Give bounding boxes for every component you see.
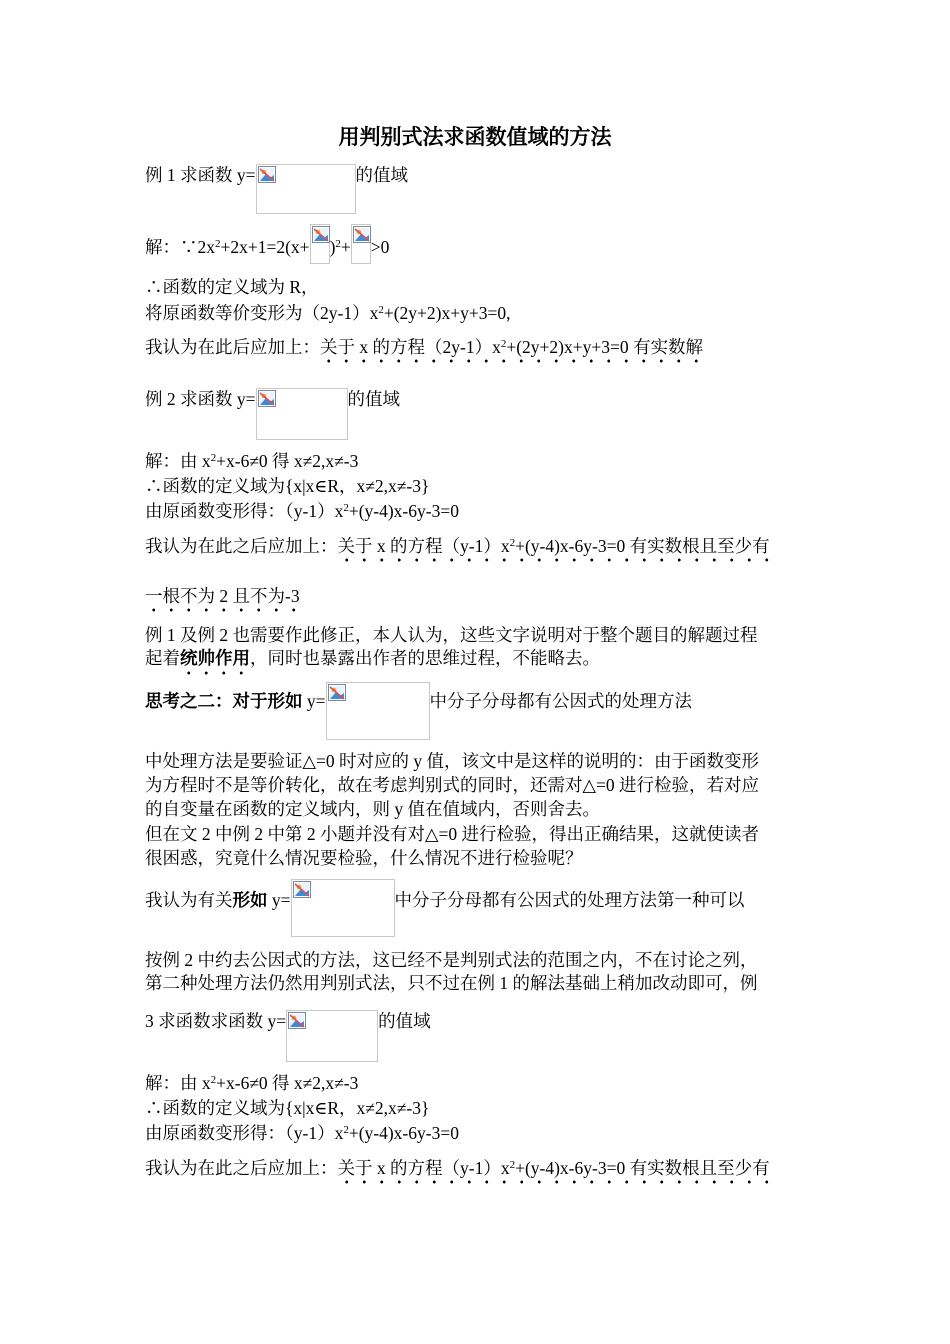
emphasis-text: 关于 x 的方程$(y-1)x^2+(y-4)x-6y-3=0$ 有实数根且至少有 xyxy=(338,536,770,564)
paragraph-1-line-3: 的自变量在函数的定义域内，则 y 值在值域内，否则舍去。 xyxy=(145,799,600,819)
domain-1-line: ∴函数的定义域为 R， xyxy=(145,277,319,297)
solution-2-line: 解：由 $x^2+x-6\ne 0$ 得 x≠2,x≠-3 xyxy=(145,451,359,471)
broken-image-icon xyxy=(288,1012,306,1029)
paragraph-1-line-2: 为方程时不是等价转化，故在考虑判别式的同时，还需对△=0 进行检验，若对应 xyxy=(145,775,759,795)
page-title: 用判别式法求函数值域的方法 xyxy=(338,125,612,149)
paragraph-2-line-2: 第二种处理方法仍然用判别式法，只不过在例 1 的解法基础上稍加改动即可，例 xyxy=(145,973,758,993)
example-1-suffix: 的值域 xyxy=(355,165,408,185)
addition-3-line: 我认为在此之后应加上：关于 x 的方程$(y-1)x^2+(y-4)x-6y-3=0$ 有实数根且至少有 xyxy=(145,1157,770,1179)
emphasis-text: 一根不为 2 且不为-3 xyxy=(145,586,300,614)
formula-image xyxy=(326,682,430,740)
emphasis-text: 统帅作用 xyxy=(180,649,250,677)
example-2-line: 例 2 求函数 y= 的值域 xyxy=(145,388,400,440)
broken-image-icon xyxy=(328,684,346,701)
transform-3-line: 由原函数变形得：$(y-1)x^2+(y-4)x-6y-3=0$ xyxy=(145,1123,459,1143)
paragraph-1-line-4: 但在文 2 中例 2 中第 2 小题并没有对△=0 进行检验，得出正确结果，这就使读者 xyxy=(145,824,759,844)
broken-image-icon xyxy=(353,226,371,243)
correction-line-2: 起着统帅作用，同时也暴露出作者的思维过程，不能略去。 xyxy=(145,647,600,670)
addition-1-line: 我认为在此后应加上：关于 x 的方程$(2y-1)x^2+(2y+2)x+y+3=0$ 有实数解 xyxy=(145,336,703,358)
addition-2-line: 我认为在此之后应加上：关于 x 的方程$(y-1)x^2+(y-4)x-6y-3=0$ 有实数根且至少有 xyxy=(145,535,770,557)
example-1-prefix: 例 1 求函数 y= xyxy=(145,165,256,185)
paragraph-1-line-1: 中处理方法是要验证△=0 时对应的 y 值，该文中是这样的说明的：由于函数变形 xyxy=(145,751,759,771)
thinking-2-line: 思考之二：对于形如 y= 中分子分母都有公因式的处理方法 xyxy=(145,690,692,740)
broken-image-icon xyxy=(312,226,330,243)
transform-2-line: 由原函数变形得：$(y-1)x^2+(y-4)x-6y-3=0$ xyxy=(145,501,459,521)
formula-image xyxy=(256,164,356,214)
broken-image-icon xyxy=(258,166,276,183)
formula-image xyxy=(291,879,395,937)
example-1-line xyxy=(145,164,408,214)
broken-image-icon xyxy=(258,390,276,407)
formula-image xyxy=(310,224,330,264)
domain-3-line: ∴函数的定义域为{x|x∈R，x≠2,x≠-3} xyxy=(145,1098,430,1118)
correction-line-1: 例 1 及例 2 也需要作此修正，本人认为，这些文字说明对于整个题目的解题过程 xyxy=(145,625,758,645)
thinking-2-heading: 思考之二：对于形如 xyxy=(145,692,303,712)
thinking-3-line: 我认为有关形如 y= 中分子分母都有公因式的处理方法第一种可以 xyxy=(145,889,745,937)
solution-3-line: 解：由 $x^2+x-6\ne 0$ 得 x≠2,x≠-3 xyxy=(145,1073,359,1093)
paragraph-1-line-5: 很困惑，究竟什么情况要检验，什么情况不进行检验呢？ xyxy=(145,848,583,868)
emphasis-text: 关于 x 的方程$(2y-1)x^2+(2y+2)x+y+3=0$ 有实数解 xyxy=(320,337,703,365)
example-3-line: 3 求函数求函数 y= 的值域 xyxy=(145,1010,431,1062)
formula-image xyxy=(256,388,348,440)
domain-2-line: ∴函数的定义域为{x|x∈R，x≠2,x≠-3} xyxy=(145,476,430,496)
transform-1-line: 将原函数等价变形为$(2y-1)x^2+(2y+2)x+y+3=0$, xyxy=(145,303,511,323)
paragraph-2-line-1: 按例 2 中约去公因式的方法，这已经不是判别式法的范围之内，不在讨论之列， xyxy=(145,950,758,970)
addition-2-continued-line xyxy=(145,585,300,607)
emphasis-text: 关于 x 的方程$(y-1)x^2+(y-4)x-6y-3=0$ 有实数根且至少有 xyxy=(338,1158,770,1186)
formula-image xyxy=(286,1010,378,1062)
broken-image-icon xyxy=(293,881,311,898)
formula-image xyxy=(351,224,371,264)
solution-1-line: 解：$\because 2x^2+2x+1=2(x+$ )$^2$+ >0 xyxy=(145,236,389,264)
